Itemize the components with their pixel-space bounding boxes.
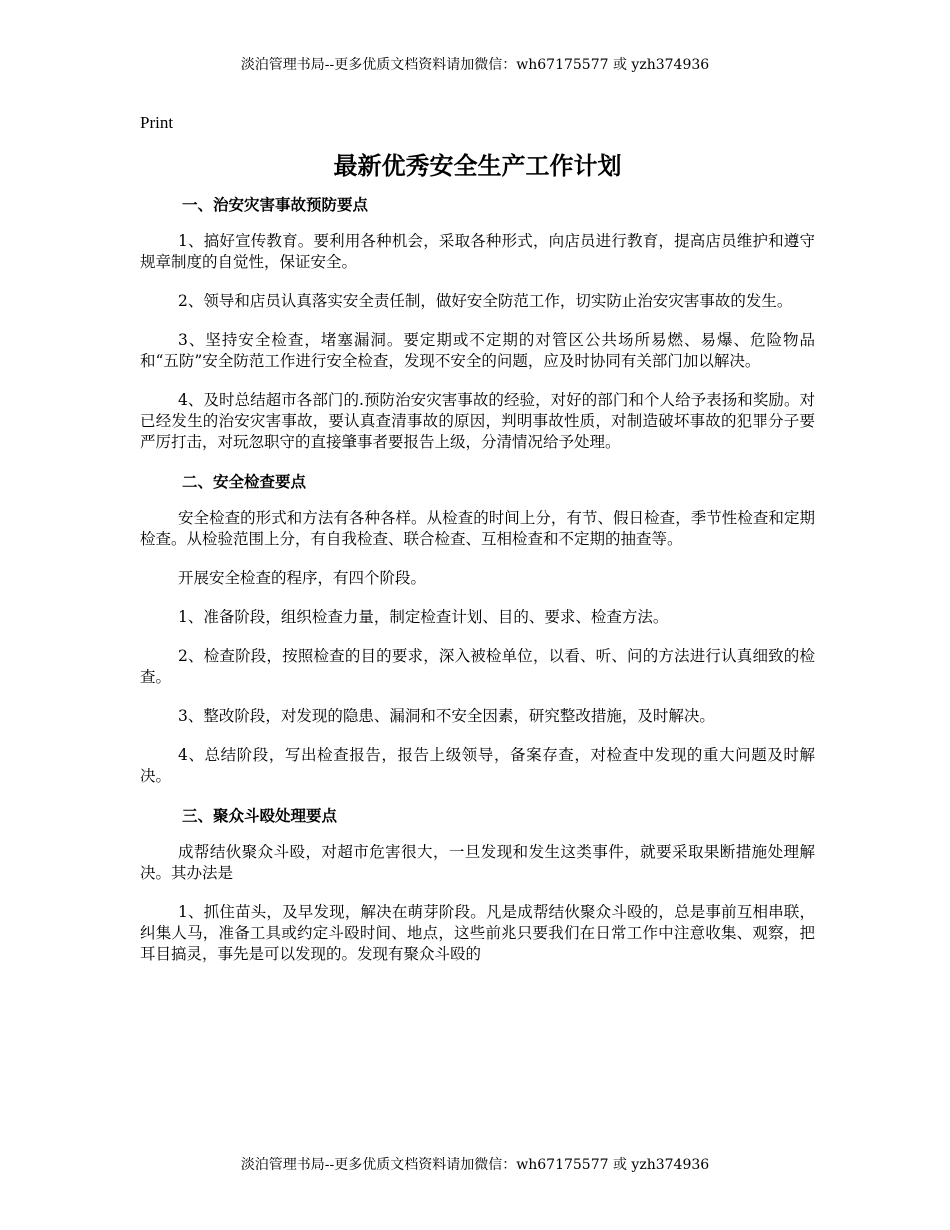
section-3 xyxy=(140,805,815,965)
section-heading: 二、安全检查要点 xyxy=(182,473,307,491)
paragraph: 3、整改阶段，对发现的隐患、漏洞和不安全因素，研究整改措施，及时解决。 xyxy=(178,707,715,725)
section-1 xyxy=(140,194,815,453)
paragraph: 2、领导和店员认真落实安全责任制，做好安全防范工作，切实防止治安灾害事故的发生。 xyxy=(178,292,793,310)
paragraph: 成帮结伙聚众斗殴，对超市危害很大，一旦发现和发生这类事件，就要采取果断措施处理解决。其办法是 xyxy=(140,843,815,882)
paragraph: 1、抓住苗头，及早发现，解决在萌芽阶段。凡是成帮结伙聚众斗殴的，总是事前互相串联，纠集人马，准备工具或约定斗殴时间、地点，这些前兆只要我们在日常工作中注意收集、观察，把耳目搞灵，事先是可以发现的。发现有聚众斗殴的 xyxy=(140,903,815,963)
paragraph: 1、搞好宣传教育。要利用各种机会，采取各种形式，向店员进行教育，提高店员维护和遵守规章制度的自觉性，保证安全。 xyxy=(140,232,815,271)
document-body xyxy=(140,112,815,965)
paragraph: 4、总结阶段，写出检查报告，报告上级领导，备案存查，对检查中发现的重大问题及时解决。 xyxy=(140,746,815,785)
paragraph: 1、准备阶段，组织检查力量，制定检查计划、目的、要求、检查方法。 xyxy=(178,608,669,626)
section-heading: 三、聚众斗殴处理要点 xyxy=(182,807,338,825)
paragraph: 安全检查的形式和方法有各种各样。从检查的时间上分，有节、假日检查，季节性检查和定期检查。从检验范围上分，有自我检查、联合检查、互相检查和不定期的抽查等。 xyxy=(140,509,815,548)
print-label: Print xyxy=(140,113,174,132)
paragraph: 开展安全检查的程序，有四个阶段。 xyxy=(178,569,427,587)
document-title: 最新优秀安全生产工作计划 xyxy=(333,152,622,180)
paragraph: 2、检查阶段，按照检查的目的要求，深入被检单位，以看、听、问的方法进行认真细致的检查。 xyxy=(140,647,815,686)
page-header: 淡泊管理书局--更多优质文档资料请加微信：wh67175577 或 yzh374936 xyxy=(240,57,710,73)
section-heading: 一、治安灾害事故预防要点 xyxy=(182,196,369,214)
section-2 xyxy=(140,471,815,787)
paragraph: 4、及时总结超市各部门的.预防治安灾害事故的经验，对好的部门和个人给予表扬和奖励。对已经发生的治安灾害事故，要认真查清事故的原因，判明事故性质，对制造破坏事故的犯罪分子要严厉打击，对玩忽职守的直接肇事者要报告上级，分清情况给予处理。 xyxy=(140,391,815,451)
page-footer: 淡泊管理书局--更多优质文档资料请加微信：wh67175577 或 yzh374936 xyxy=(240,1157,710,1173)
paragraph: 3、坚持安全检查，堵塞漏洞。要定期或不定期的对管区公共场所易燃、易爆、危险物品和“五防”安全防范工作进行安全检查，发现不安全的问题，应及时协同有关部门加以解决。 xyxy=(140,331,815,370)
